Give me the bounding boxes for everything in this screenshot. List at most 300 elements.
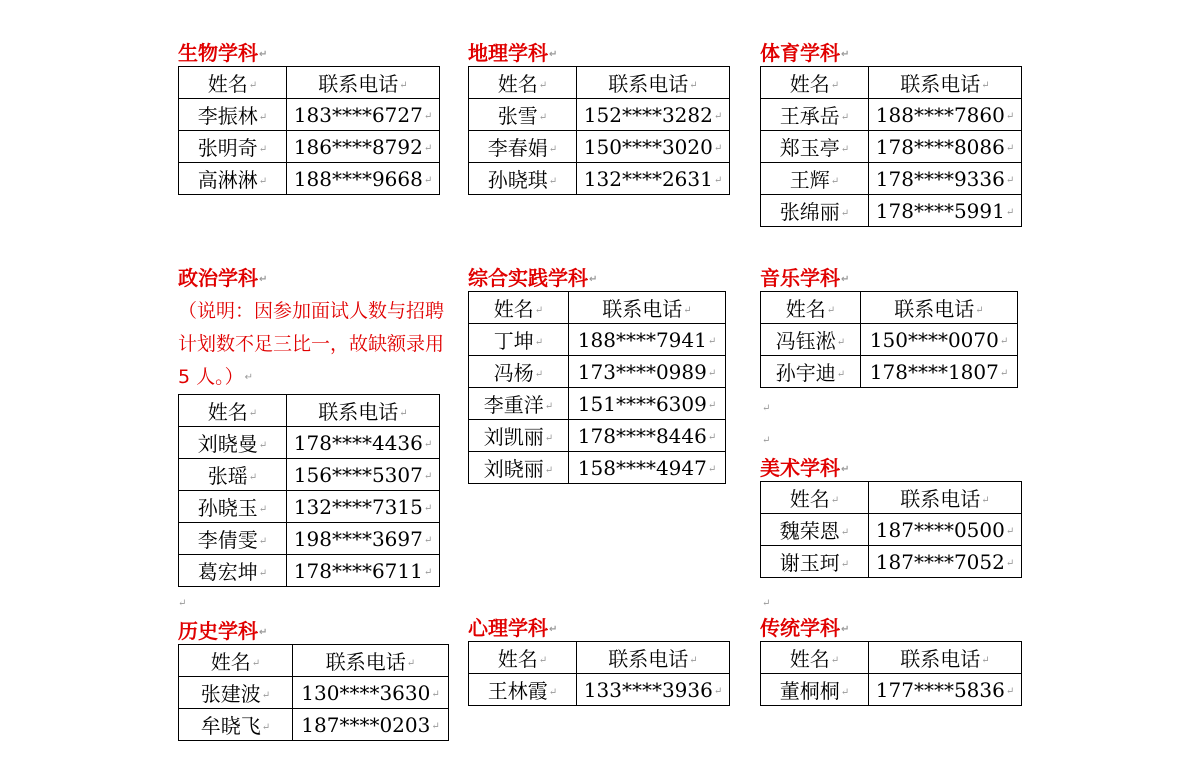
phone-number: 158****4947 [577,455,707,480]
table-header-row [761,67,1022,99]
name-cell[interactable] [179,163,287,195]
phone-number: 156****5307 [293,462,423,487]
table-row [761,99,1022,131]
phone-cell[interactable] [861,324,1018,356]
header-name: 姓名 [207,72,248,96]
name-cell[interactable] [469,99,577,131]
table-header-row [469,292,726,324]
cell-end-mark: ↵ [1005,142,1015,154]
phone-cell[interactable] [287,131,440,163]
phone-cell[interactable] [287,427,440,459]
header-phone-cell[interactable] [287,395,440,427]
phone-cell[interactable] [293,677,449,709]
table-row [179,427,440,459]
phone-number: 178****8446 [577,423,707,448]
cell-end-mark: ↵ [840,112,850,123]
header-phone-cell[interactable] [293,645,449,677]
phone-number: 132****2631 [583,166,713,191]
table-row [469,99,730,131]
header-phone-cell[interactable] [577,642,730,674]
header-phone: 联系电话 [900,72,981,96]
name-cell[interactable] [761,356,861,388]
phone-number: 188****7860 [875,102,1005,127]
cell-end-mark: ↵ [1005,525,1015,537]
header-phone: 联系电话 [900,647,981,671]
phone-cell[interactable] [577,99,730,131]
phone-cell[interactable] [287,99,440,131]
phone-number: 151****6309 [577,391,707,416]
cell-end-mark: ↵ [707,431,717,443]
cell-end-mark: ↵ [548,176,558,187]
table-row [179,555,440,587]
cell-end-mark: ↵ [841,463,850,475]
phone-cell[interactable] [869,99,1022,131]
phone-number: 198****3697 [293,526,423,551]
cell-end-mark: ↵ [258,440,268,451]
phone-number: 132****7315 [293,494,423,519]
section-title-text: 历史学科 [178,619,258,643]
section-bio [178,40,440,195]
cell-end-mark: ↵ [423,534,433,546]
name-cell[interactable] [469,420,569,452]
person-name: 张建波 [200,682,261,706]
phone-number: 188****9668 [293,166,423,191]
person-name: 李倩雯 [197,528,258,552]
cell-end-mark: ↵ [544,401,554,412]
cell-end-mark: ↵ [423,142,433,154]
section-comp [468,265,726,484]
phone-cell[interactable] [869,546,1022,578]
cell-end-mark: ↵ [840,144,850,155]
header-name: 姓名 [497,72,538,96]
cell-end-mark: ↵ [549,48,558,60]
section-title [760,265,1018,291]
cell-end-mark: ↵ [589,273,598,285]
cell-end-mark: ↵ [981,80,990,91]
section-title [760,455,1022,481]
section-title-text: 心理学科 [468,616,548,640]
table-header-row [179,395,440,427]
section-title [178,265,448,291]
phone-number: 178****6711 [293,558,423,583]
section-title [468,265,726,291]
cell-end-mark: ↵ [259,273,268,285]
phone-cell[interactable] [869,131,1022,163]
table-header-row [761,642,1022,674]
phone-cell[interactable] [293,709,449,741]
contact-table [760,481,1022,578]
cell-end-mark: ↵ [423,174,433,186]
cell-end-mark: ↵ [1005,685,1015,697]
phone-cell[interactable] [577,131,730,163]
cell-end-mark: ↵ [549,623,558,635]
header-name: 姓名 [785,297,826,321]
phone-cell[interactable] [287,523,440,555]
name-cell[interactable] [469,674,577,706]
name-cell[interactable] [469,452,569,484]
header-name-cell[interactable] [469,642,577,674]
person-name: 张瑶 [207,464,248,488]
header-phone: 联系电话 [318,72,399,96]
contact-table [760,66,1022,227]
cell-end-mark: ↵ [836,337,846,348]
table-row [761,514,1022,546]
table-header-row [469,67,730,99]
cell-end-mark: ↵ [251,658,261,669]
phone-cell[interactable] [287,555,440,587]
contact-table [178,644,449,741]
cell-end-mark: ↵ [707,463,717,475]
header-phone: 联系电话 [894,297,975,321]
name-cell[interactable] [761,163,869,195]
phone-number: 186****8792 [293,134,423,159]
name-cell[interactable] [469,356,569,388]
cell-end-mark: ↵ [713,685,723,697]
person-name: 高淋淋 [197,168,258,192]
table-row [469,420,726,452]
person-name: 李重洋 [483,393,544,417]
cell-end-mark: ↵ [683,305,692,316]
person-name: 冯杨 [493,361,534,385]
header-name-cell[interactable] [469,292,569,324]
person-name: 张绵丽 [779,200,840,224]
header-name-cell[interactable] [761,67,869,99]
header-phone: 联系电话 [900,487,981,511]
section-psy [468,615,730,706]
header-name: 姓名 [493,297,534,321]
cell-end-mark: ↵ [689,655,698,666]
name-cell[interactable] [469,324,569,356]
contact-table [468,291,726,484]
header-name: 姓名 [210,650,251,674]
name-cell[interactable] [469,388,569,420]
header-name-cell[interactable] [761,642,869,674]
cell-end-mark: ↵ [258,112,268,123]
header-name-cell[interactable] [761,292,861,324]
section-trad [760,615,1022,706]
section-title-text: 政治学科 [178,266,258,290]
header-name-cell[interactable] [761,482,869,514]
section-title [760,615,1022,641]
table-row [761,324,1018,356]
section-title [178,40,440,66]
cell-end-mark: ↵ [830,80,840,91]
table-header-row [179,645,449,677]
cell-end-mark: ↵ [538,655,548,666]
cell-end-mark: ↵ [841,273,850,285]
table-row [761,163,1022,195]
person-name: 孙晓玉 [197,496,258,520]
cell-end-mark: ↵ [830,495,840,506]
section-title [468,615,730,641]
person-name: 刘晓曼 [197,432,258,456]
phone-cell[interactable] [569,388,726,420]
paragraph-mark: ↵ [762,403,771,414]
header-name: 姓名 [789,72,830,96]
cell-end-mark: ↵ [248,472,258,483]
cell-end-mark: ↵ [1005,206,1015,218]
paragraph-mark: ↵ [178,598,187,609]
phone-number: 178****1807 [869,359,999,384]
person-name: 魏荣恩 [779,519,840,543]
phone-cell[interactable] [569,356,726,388]
cell-end-mark: ↵ [830,176,840,187]
table-header-row [469,642,730,674]
header-phone: 联系电话 [602,297,683,321]
header-phone-cell[interactable] [577,67,730,99]
header-phone: 联系电话 [318,400,399,424]
cell-end-mark: ↵ [538,80,548,91]
cell-end-mark: ↵ [406,658,416,669]
header-name: 姓名 [497,647,538,671]
contact-table [178,394,440,587]
cell-end-mark: ↵ [544,433,554,444]
header-name-cell[interactable] [179,645,293,677]
cell-end-mark: ↵ [1005,174,1015,186]
phone-number: 183****6727 [293,102,423,127]
header-name-cell[interactable] [469,67,577,99]
cell-end-mark: ↵ [975,305,984,316]
cell-end-mark: ↵ [244,372,254,383]
name-cell[interactable] [761,546,869,578]
person-name: 谢玉珂 [779,551,840,575]
table-row [179,459,440,491]
phone-number: 173****0989 [577,359,707,384]
cell-end-mark: ↵ [431,688,440,700]
phone-cell[interactable] [287,491,440,523]
phone-number: 130****3630 [301,680,431,705]
header-phone-cell[interactable] [569,292,726,324]
header-name: 姓名 [207,400,248,424]
table-row [179,677,449,709]
cell-end-mark: ↵ [841,48,850,60]
header-phone-cell[interactable] [287,67,440,99]
name-cell[interactable] [179,131,287,163]
header-phone-cell[interactable] [869,642,1022,674]
cell-end-mark: ↵ [258,144,268,155]
table-row [179,523,440,555]
cell-end-mark: ↵ [713,174,723,186]
cell-end-mark: ↵ [548,687,558,698]
person-name: 董桐桐 [779,679,840,703]
table-row [469,163,730,195]
section-note [178,295,448,394]
contact-table [178,66,440,195]
name-cell[interactable] [761,674,869,706]
cell-end-mark: ↵ [840,527,850,538]
cell-end-mark: ↵ [534,305,544,316]
person-name: 李振林 [197,104,258,128]
cell-end-mark: ↵ [981,655,990,666]
cell-end-mark: ↵ [830,655,840,666]
contact-table [468,66,730,195]
table-row [761,674,1022,706]
section-title-text: 音乐学科 [760,266,840,290]
cell-end-mark: ↵ [999,335,1009,347]
name-cell[interactable] [761,195,869,227]
phone-number: 178****8086 [875,134,1005,159]
name-cell[interactable] [179,555,287,587]
person-name: 孙晓琪 [487,168,548,192]
cell-end-mark: ↵ [261,722,271,733]
section-title-text: 综合实践学科 [468,266,588,290]
section-title [178,618,449,644]
table-row [761,131,1022,163]
name-cell[interactable] [179,99,287,131]
contact-table [468,641,730,706]
cell-end-mark: ↵ [431,720,440,732]
table-row [179,99,440,131]
name-cell[interactable] [179,677,293,709]
cell-end-mark: ↵ [258,504,268,515]
cell-end-mark: ↵ [399,408,408,419]
table-row [761,356,1018,388]
cell-end-mark: ↵ [1005,557,1015,569]
cell-end-mark: ↵ [707,399,717,411]
table-header-row [761,292,1018,324]
phone-cell[interactable] [869,195,1022,227]
phone-cell[interactable] [869,163,1022,195]
paragraph-mark: ↵ [762,435,771,446]
cell-end-mark: ↵ [258,568,268,579]
header-name-cell[interactable] [179,395,287,427]
table-row [179,131,440,163]
name-cell[interactable] [761,99,869,131]
cell-end-mark: ↵ [981,495,990,506]
person-name: 王林霞 [487,679,548,703]
phone-number: 187****0500 [875,517,1005,542]
phone-cell[interactable] [869,514,1022,546]
cell-end-mark: ↵ [707,367,717,379]
table-row [179,709,449,741]
cell-end-mark: ↵ [841,623,850,635]
person-name: 冯钰淞 [775,329,836,353]
name-cell[interactable] [469,131,577,163]
phone-cell[interactable] [869,674,1022,706]
phone-cell[interactable] [569,324,726,356]
section-title-text: 传统学科 [760,616,840,640]
cell-end-mark: ↵ [689,80,698,91]
section-pe [760,40,1022,227]
cell-end-mark: ↵ [544,465,554,476]
cell-end-mark: ↵ [258,176,268,187]
header-phone: 联系电话 [608,647,689,671]
phone-number: 178****5991 [875,198,1005,223]
cell-end-mark: ↵ [999,367,1009,379]
header-phone: 联系电话 [325,650,406,674]
table-row [469,356,726,388]
header-name: 姓名 [789,487,830,511]
cell-end-mark: ↵ [423,438,433,450]
cell-end-mark: ↵ [840,687,850,698]
cell-end-mark: ↵ [538,112,548,123]
name-cell[interactable] [761,514,869,546]
table-row [469,388,726,420]
cell-end-mark: ↵ [261,690,271,701]
person-name: 刘晓丽 [483,457,544,481]
cell-end-mark: ↵ [826,305,836,316]
name-cell[interactable] [179,491,287,523]
header-phone: 联系电话 [608,72,689,96]
cell-end-mark: ↵ [534,369,544,380]
name-cell[interactable] [761,131,869,163]
person-name: 张雪 [497,104,538,128]
table-row [179,491,440,523]
cell-end-mark: ↵ [713,110,723,122]
section-title-text: 美术学科 [760,456,840,480]
table-row [469,452,726,484]
name-cell[interactable] [179,427,287,459]
phone-cell[interactable] [861,356,1018,388]
header-phone-cell[interactable] [869,67,1022,99]
section-geo [468,40,730,195]
person-name: 王辉 [789,168,830,192]
section-title [468,40,730,66]
section-title [760,40,1022,66]
section-note-text: （说明：因参加面试人数与招聘计划数不足三比一，故缺额录用 5 人。） [178,300,445,388]
section-pol [178,265,448,587]
cell-end-mark: ↵ [248,408,258,419]
section-title-text: 体育学科 [760,41,840,65]
name-cell[interactable] [761,324,861,356]
phone-cell[interactable] [287,459,440,491]
table-row [761,546,1022,578]
header-name: 姓名 [789,647,830,671]
header-phone-cell[interactable] [861,292,1018,324]
contact-table [760,291,1018,388]
header-name-cell[interactable] [179,67,287,99]
header-phone-cell[interactable] [869,482,1022,514]
phone-number: 152****3282 [583,102,713,127]
section-title-text: 生物学科 [178,41,258,65]
cell-end-mark: ↵ [423,502,433,514]
person-name: 葛宏坤 [197,560,258,584]
cell-end-mark: ↵ [840,559,850,570]
cell-end-mark: ↵ [259,626,268,638]
name-cell[interactable] [179,709,293,741]
phone-cell[interactable] [577,674,730,706]
cell-end-mark: ↵ [399,80,408,91]
phone-cell[interactable] [287,163,440,195]
phone-cell[interactable] [577,163,730,195]
table-header-row [179,67,440,99]
person-name: 丁坤 [493,329,534,353]
person-name: 李春娟 [487,136,548,160]
phone-number: 187****0203 [301,712,431,737]
cell-end-mark: ↵ [1005,110,1015,122]
cell-end-mark: ↵ [840,208,850,219]
phone-cell[interactable] [569,420,726,452]
cell-end-mark: ↵ [707,335,717,347]
phone-number: 150****3020 [583,134,713,159]
name-cell[interactable] [179,459,287,491]
cell-end-mark: ↵ [534,337,544,348]
cell-end-mark: ↵ [259,48,268,60]
person-name: 刘凯丽 [483,425,544,449]
person-name: 牟晓飞 [200,714,261,738]
person-name: 王承岳 [779,104,840,128]
cell-end-mark: ↵ [423,566,433,578]
cell-end-mark: ↵ [248,80,258,91]
name-cell[interactable] [179,523,287,555]
phone-number: 133****3936 [583,677,713,702]
phone-cell[interactable] [569,452,726,484]
cell-end-mark: ↵ [548,144,558,155]
table-row [469,674,730,706]
section-art [760,455,1022,578]
phone-number: 178****4436 [293,430,423,455]
name-cell[interactable] [469,163,577,195]
